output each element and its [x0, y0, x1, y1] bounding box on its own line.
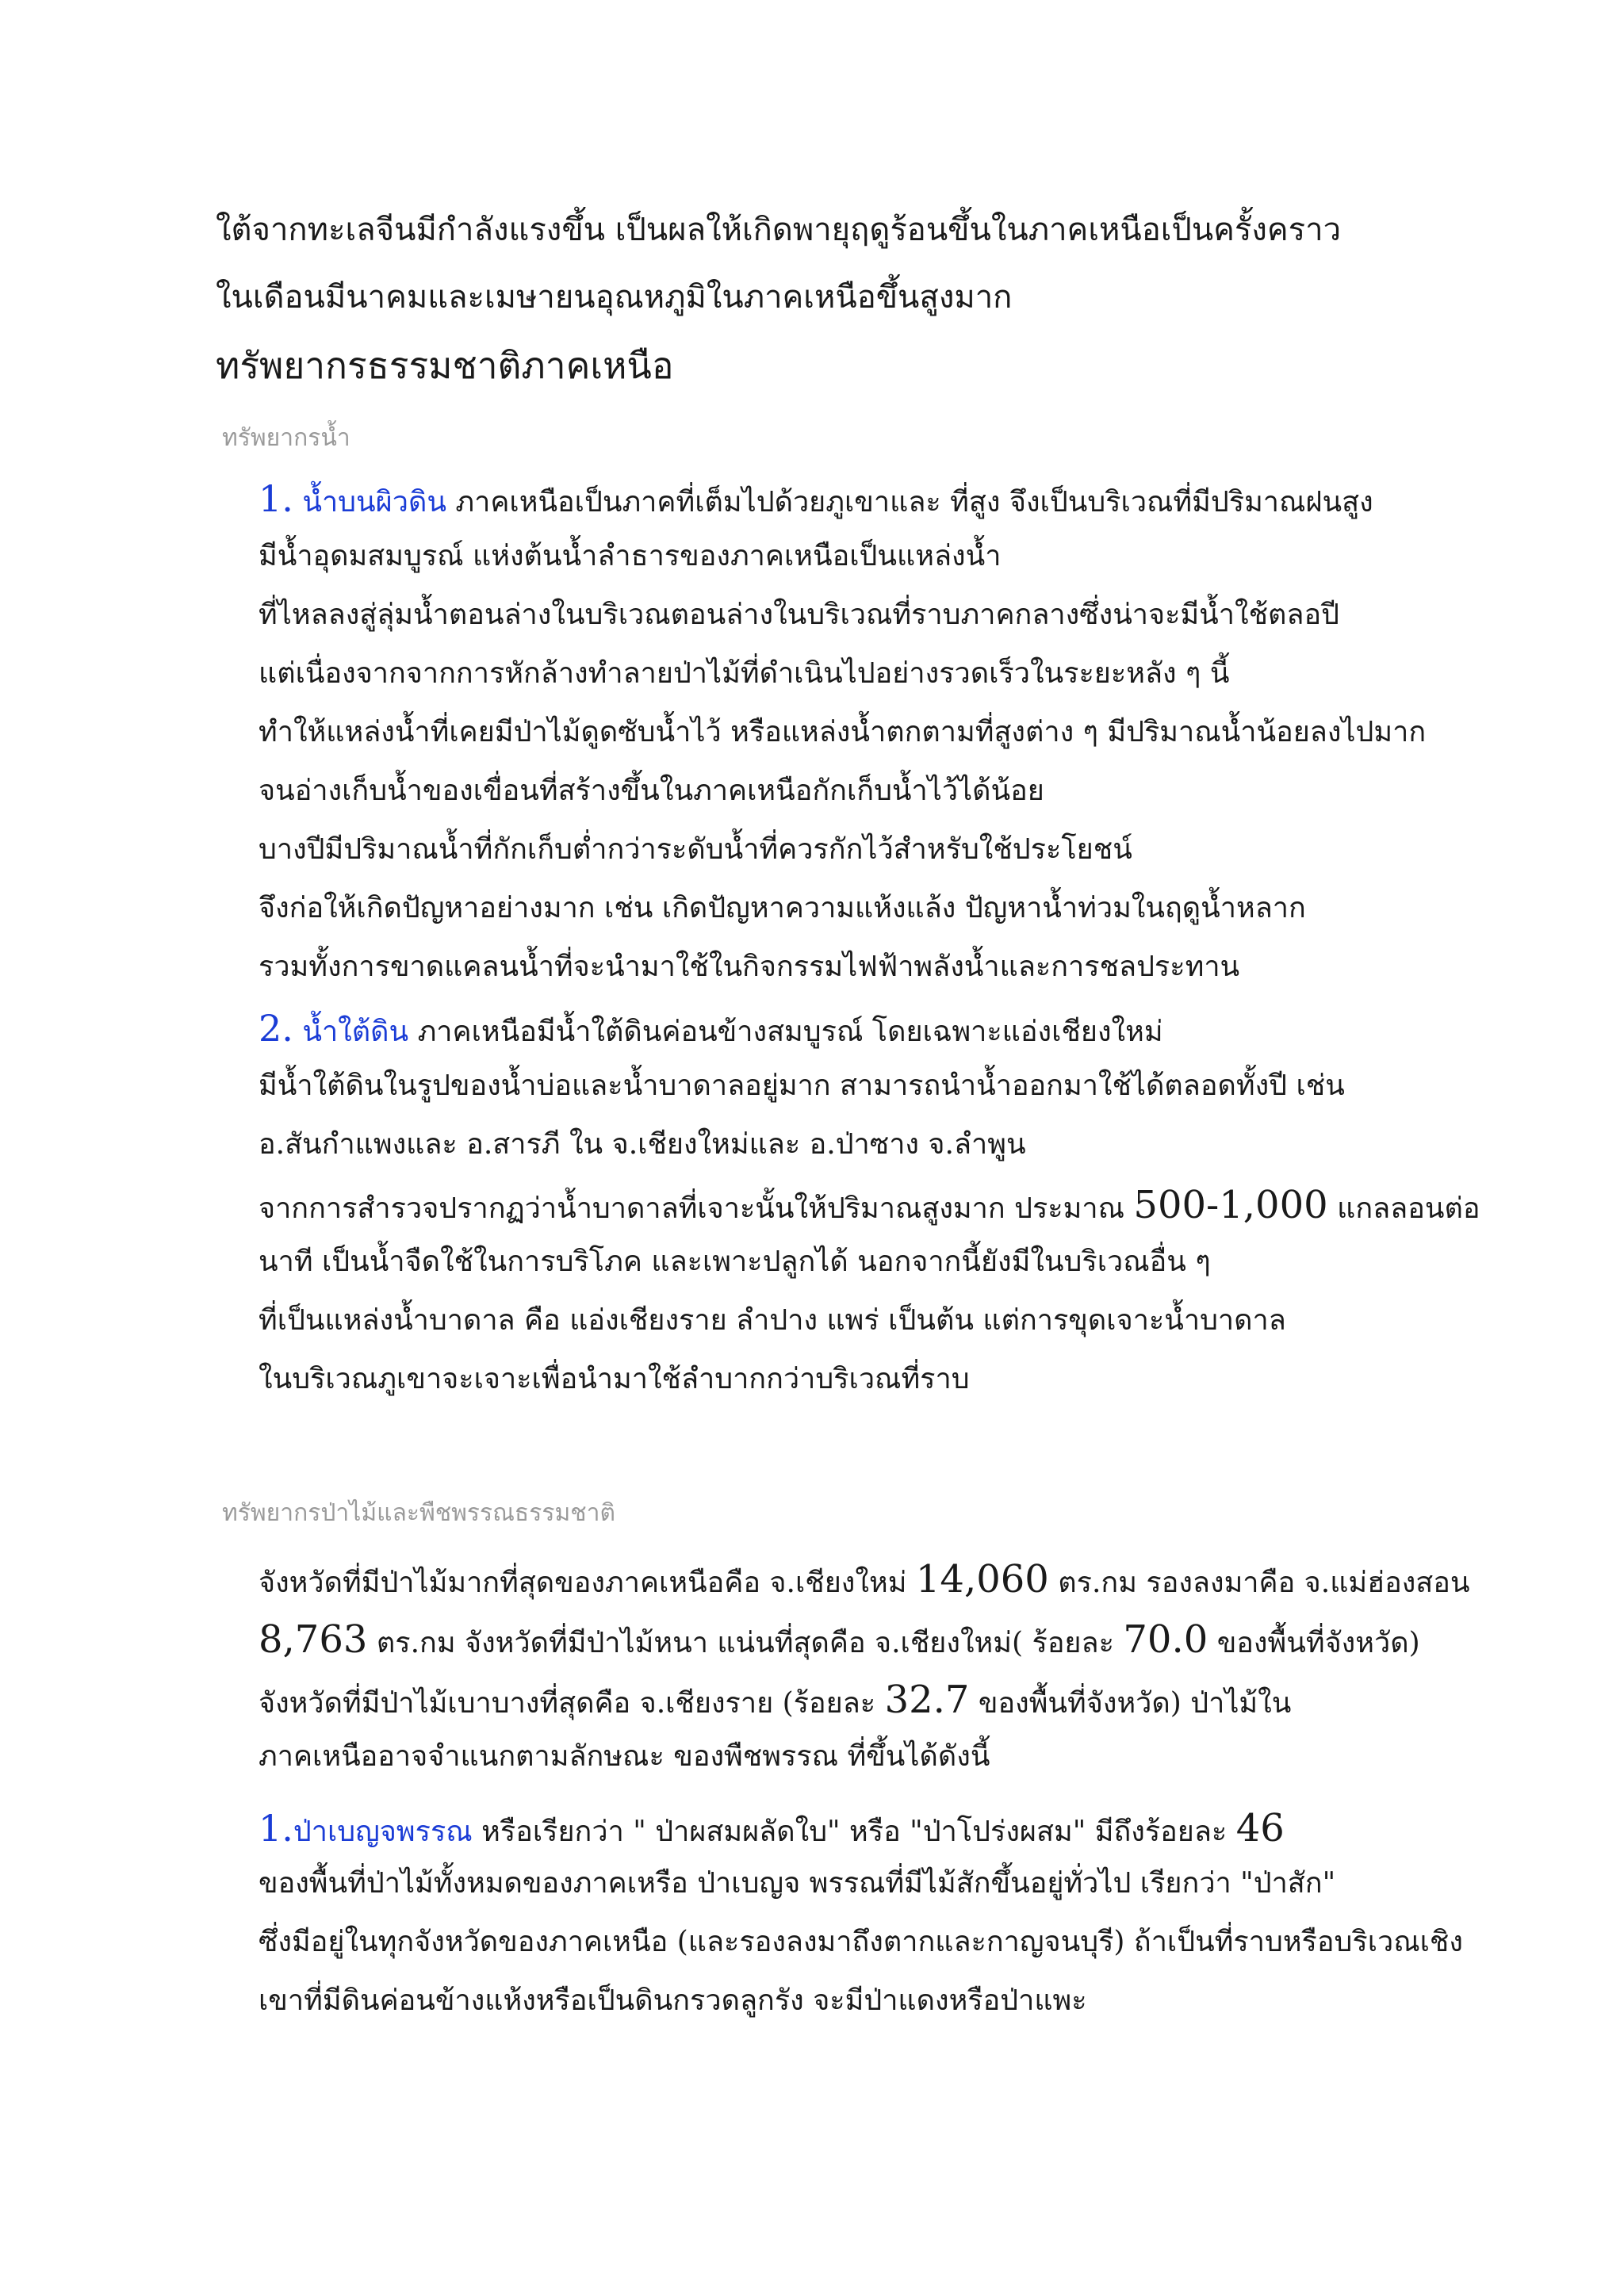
body-line: ทำให้แหล่งน้ำที่เคยมีป่าไม้ดูดซับน้ำไว้ หรือแหล่งน้ำตกตามที่สูงต่าง ๆ มีปริมาณน้ำน้อยลงไปมาก: [259, 716, 1427, 748]
intro-line-1: ใต้จากทะเลจีนมีกำลังแรงขึ้น เป็นผลให้เกิดพายุฤดูร้อนขึ้นในภาคเหนือเป็นครั้งคราว: [216, 212, 1342, 248]
area-number: 8,763: [259, 1617, 368, 1662]
body-line: แต่เนื่องจากจากการหักล้างทำลายป่าไม้ที่ดำเนินไปอย่างรวดเร็วในระยะหลัง ๆ นี้: [259, 657, 1230, 690]
body-line: มีน้ำใต้ดินในรูปของน้ำบ่อและน้ำบาดาลอยู่มาก สามารถนำน้ำออกมาใช้ได้ตลอดทั้งปี เช่น: [259, 1070, 1345, 1102]
item-number: 1.: [259, 477, 293, 520]
body-line: ของพื้นที่ป่าไม้ทั้งหมดของภาคเหรือ ป่าเบญจ พรรณที่มีไม้สักขึ้นอยู่ทั่วไป เรียกว่า "ป่าสัก": [259, 1867, 1336, 1900]
forest-section-title: ทรัพยากรป่าไม้และพืชพรรณธรรมชาติ: [222, 1499, 615, 1527]
body-line: มีน้ำอุดมสมบูรณ์ แห่งต้นน้ำลำธารของภาคเหนือเป็นแหล่งน้ำ: [259, 540, 1002, 572]
body-line: บางปีมีปริมาณน้ำที่กักเก็บต่ำกว่าระดับน้ำที่ควรกักไว้สำหรับใช้ประโยชน์: [259, 833, 1132, 866]
body-text: จังหวัดที่มีป่าไม้มากที่สุดของภาคเหนือคือ จ.เชียงใหม่: [259, 1567, 916, 1599]
water-item-2-first-line: [259, 1007, 1163, 1050]
item-number: 2.: [259, 1007, 293, 1050]
page-heading: ทรัพยากรธรรมชาติภาคเหนือ: [216, 344, 674, 387]
percent-number: 46: [1235, 1806, 1285, 1850]
item-keyword: ป่าเบญจพรรณ: [293, 1816, 473, 1848]
survey-number: 500-1,000: [1133, 1183, 1328, 1227]
item-text: หรือเรียกว่า " ป่าผสมผลัดใบ" หรือ "ป่าโปร่งผสม" มีถึงร้อยละ: [472, 1816, 1236, 1848]
body-line: ที่ไหลลงสู่ลุ่มน้ำตอนล่างในบริเวณตอนล่างในบริเวณที่ราบภาคกลางซึ่งน่าจะมีน้ำใช้ตลอปี: [259, 599, 1339, 631]
survey-text: จากการสำรวจปรากฏว่าน้ำบาดาลที่เจาะนั้นให้ปริมาณสูงมาก ประมาณ: [259, 1192, 1134, 1225]
body-line: อ.สันกำแพงและ อ.สารภี ใน จ.เชียงใหม่และ อ.ป่าซาง จ.ลำพูน: [259, 1128, 1026, 1161]
intro-line-2: ในเดือนมีนาคมและเมษายนอุณหภูมิในภาคเหนือขึ้นสูงมาก: [216, 279, 1013, 316]
body-line: นาที เป็นน้ำจืดใช้ในการบริโภค และเพาะปลูกได้ นอกจากนี้ยังมีในบริเวณอื่น ๆ: [259, 1246, 1211, 1278]
item-keyword: น้ำบนผิวดิน: [302, 486, 446, 519]
body-text: ของพื้นที่จังหวัด) ป่าไม้ใน: [969, 1687, 1292, 1720]
body-text: ของพื้นที่จังหวัด): [1208, 1627, 1420, 1659]
item-text: ภาคเหนือเป็นภาคที่เต็มไปด้วยภูเขาและ ที่สูง จึงเป็นบริเวณที่มีปริมาณฝนสูง: [446, 486, 1373, 519]
forest-item-1-first-line: [259, 1806, 1285, 1850]
item-number: 1.: [259, 1807, 293, 1850]
forest-line-a: [259, 1557, 1470, 1601]
body-line: จึงก่อให้เกิดปัญหาอย่างมาก เช่น เกิดปัญหาความแห้งแล้ง ปัญหาน้ำท่วมในฤดูน้ำหลาก: [259, 892, 1306, 924]
forest-line-b: [259, 1617, 1420, 1662]
body-text: ตร.กม จังหวัดที่มีป่าไม้หนา แน่นที่สุดคือ จ.เชียงใหม่( ร้อยละ: [367, 1627, 1124, 1659]
body-line: เขาที่มีดินค่อนข้างแห้งหรือเป็นดินกรวดลูกรัง จะมีป่าแดงหรือป่าแพะ: [259, 1984, 1087, 2017]
water-item-1-first-line: [259, 477, 1373, 520]
survey-unit: แกลลอนต่อ: [1327, 1192, 1480, 1225]
item-text: ภาคเหนือมีน้ำใต้ดินค่อนข้างสมบูรณ์ โดยเฉพาะแอ่งเชียงใหม่: [408, 1016, 1163, 1048]
body-line: ที่เป็นแหล่งน้ำบาดาล คือ แอ่งเชียงราย ลำปาง แพร่ เป็นต้น แต่การขุดเจาะน้ำบาดาล: [259, 1304, 1286, 1337]
percent-number: 70.0: [1123, 1617, 1208, 1662]
body-line: ซึ่งมีอยู่ในทุกจังหวัดของภาคเหนือ (และรองลงมาถึงตากและกาญจนบุรี) ถ้าเป็นที่ราบหรือบริเวณเชิง: [259, 1926, 1463, 1958]
body-text: จังหวัดที่มีป่าไม้เบาบางที่สุดคือ จ.เชียงราย (ร้อยละ: [259, 1687, 885, 1720]
water-section-title: ทรัพยากรน้ำ: [222, 424, 350, 452]
percent-number: 32.7: [884, 1678, 970, 1722]
forest-line-d: ภาคเหนืออาจจำแนกตามลักษณะ ของพืชพรรณ ที่ขึ้นได้ดังนี้: [259, 1740, 990, 1773]
forest-line-c: [259, 1678, 1292, 1722]
body-text: ตร.กม รองลงมาคือ จ.แม่ฮ่องสอน: [1048, 1567, 1470, 1599]
item-keyword: น้ำใต้ดิน: [302, 1016, 409, 1048]
body-line: ในบริเวณภูเขาจะเจาะเพื่อนำมาใช้ลำบากกว่าบริเวณที่ราบ: [259, 1363, 970, 1395]
body-line: จนอ่างเก็บน้ำของเขื่อนที่สร้างขึ้นในภาคเหนือกักเก็บน้ำไว้ได้น้อย: [259, 775, 1044, 807]
survey-line: [259, 1183, 1480, 1227]
area-number: 14,060: [915, 1557, 1049, 1601]
body-line: รวมทั้งการขาดแคลนน้ำที่จะนำมาใช้ในกิจกรรมไฟฟ้าพลังน้ำและการชลประทาน: [259, 951, 1240, 983]
